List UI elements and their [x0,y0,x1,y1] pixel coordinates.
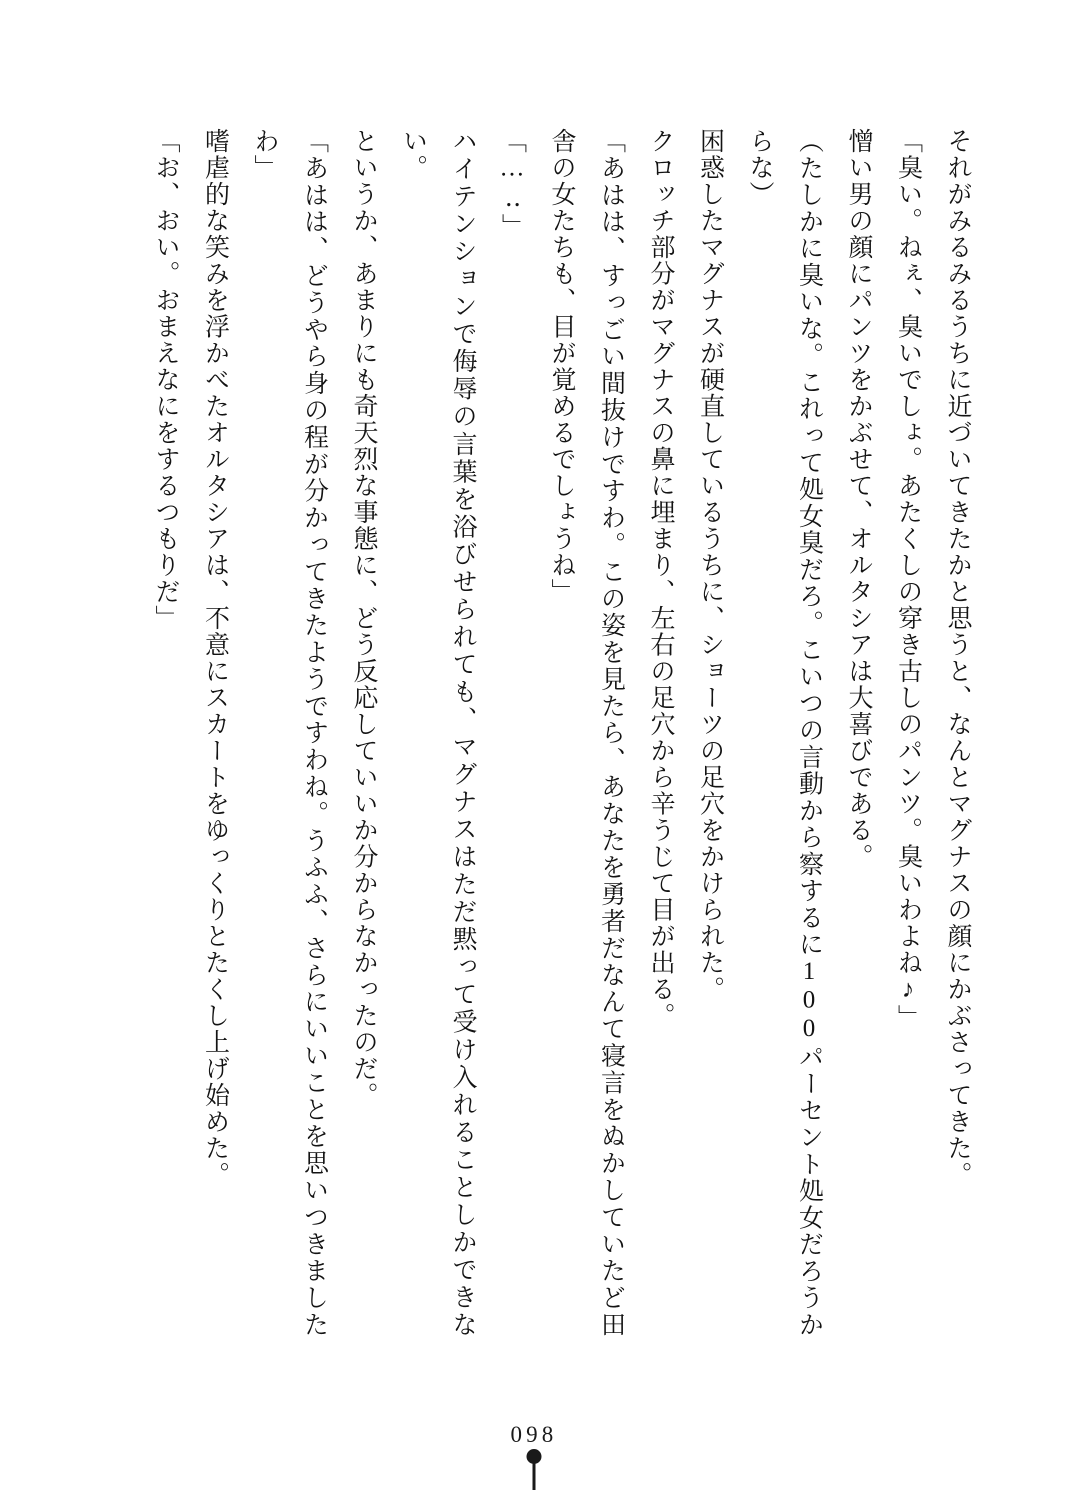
paragraph: 困惑したマグナスが硬直しているうちに、ショーツの足穴をかけられた。 [696,128,724,1003]
paragraph: ハイテンションで侮辱の言葉を浴びせられても、マグナスはただ黙って受け入れることしかできない。 [399,128,476,1338]
paragraph: 「あはは、すっごい間抜けですわ。この姿を見たら、あなたを勇者だなんて寝言をぬかしていたど田舎の女たちも、目が覚めるでしょうね」 [548,128,625,1338]
paragraph: というか、あまりにも奇天烈な事態に、どう反応していいか分からなかったのだ。 [350,128,377,1109]
paragraph: 憎い男の顔にパンツをかぶせて、オルタシアは大喜びである。 [845,128,872,870]
page-number: 098 [510,1422,558,1447]
folio-rule-ornament [533,1456,536,1490]
paragraph: クロッチ部分がマグナスの鼻に埋まり、左右の足穴から辛うじて目が出る。 [647,128,674,1029]
paragraph: 「臭い。ねぇ、臭いでしょ。あたくしの穿き古しのパンツ。臭いわよね♪」 [894,128,922,1031]
paragraph: 「あはは、どうやら身の程が分かってきたようですわね。うふふ、さらにいいことを思いつきましたわ」 [251,128,328,1338]
page-text-body [102,128,982,1338]
paragraph: 「…‥」 [498,128,526,240]
paragraph: （たしかに臭いな。これって処女臭だろ。こいつの言動から察するに100パーセント処女だろうからな） [746,128,823,1338]
paragraph: 「お、おい。おまえなにをするつもりだ」 [152,128,179,632]
paragraph: 嗜虐的な笑みを浮かべたオルタシアは、不意にスカートをゆっくりとたくし上げ始めた。 [201,128,229,1188]
paragraph: それがみるみるうちに近づいてきたかと思うと、なんとマグナスの顔にかぶさってきた。 [944,128,971,1188]
